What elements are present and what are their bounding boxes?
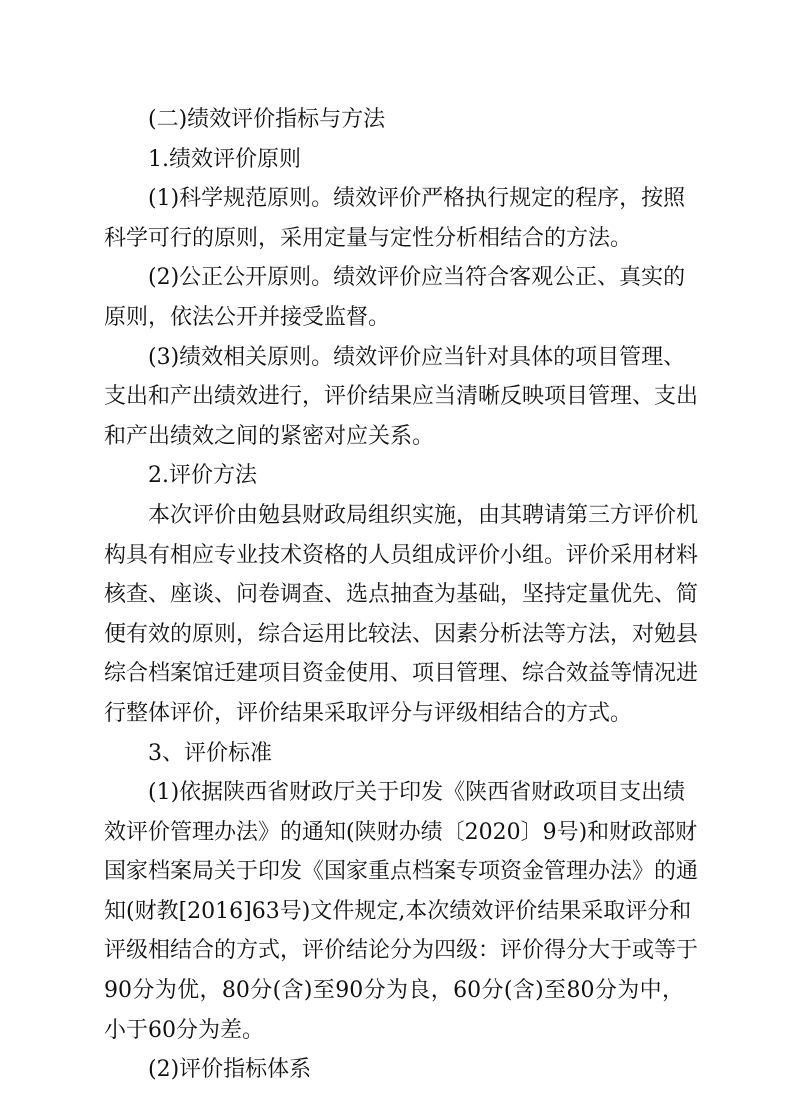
paragraph-line: 和产出绩效之间的紧密对应关系。 xyxy=(104,423,435,449)
paragraph-line: (2)公正公开原则。绩效评价应当符合客观公正、真实的 xyxy=(148,265,686,291)
paragraph-line: 便有效的原则，综合运用比较法、因素分析法等方法，对勉县 xyxy=(104,621,699,647)
paragraph-line: 核查、座谈、问卷调查、选点抽查为基础，坚持定量优先、简 xyxy=(104,582,699,608)
subheading-standards: 3、评价标准 xyxy=(148,740,272,766)
subheading-principles: 1.绩效评价原则 xyxy=(148,146,301,172)
paragraph-line: 小于60分为差。 xyxy=(104,1017,264,1043)
paragraph-line: 效评价管理办法》的通知(陕财办绩〔2020〕9号)和财政部财 xyxy=(104,819,698,845)
document-body xyxy=(104,100,699,1090)
paragraph-line: (3)绩效相关原则。绩效评价应当针对具体的项目管理、 xyxy=(148,344,686,370)
paragraph-line: 原则，依法公开并接受监督。 xyxy=(104,304,391,330)
paragraph-line: 国家档案局关于印发《国家重点档案专项资金管理办法》的通 xyxy=(104,859,699,885)
paragraph-line: (1)科学规范原则。绩效评价严格执行规定的程序，按照 xyxy=(148,186,686,212)
paragraph-line: 行整体评价，评价结果采取评分与评级相结合的方式。 xyxy=(104,700,633,726)
paragraph-line: 90分为优，80分(含)至90分为良，60分(含)至80分为中， xyxy=(104,978,684,1004)
paragraph-line: 评级相结合的方式，评价结论分为四级：评价得分大于或等于 xyxy=(104,938,699,964)
subheading-methods: 2.评价方法 xyxy=(148,463,257,489)
paragraph-line: 科学可行的原则，采用定量与定性分析相结合的方法。 xyxy=(104,225,633,251)
paragraph-line: 本次评价由勉县财政局组织实施，由其聘请第三方评价机 xyxy=(148,502,699,528)
paragraph-line: (1)依据陕西省财政厅关于印发《陕西省财政项目支出绩 xyxy=(148,780,686,806)
paragraph-line: 知(财教[2016]63号)文件规定,本次绩效评价结果采取评分和 xyxy=(104,898,692,924)
paragraph-line: 支出和产出绩效进行，评价结果应当清晰反映项目管理、支出 xyxy=(104,384,699,410)
paragraph-line: 综合档案馆迁建项目资金使用、项目管理、综合效益等情况进 xyxy=(104,661,699,687)
subheading-indicator-system: (2)评价指标体系 xyxy=(148,1057,312,1083)
section-heading: (二)绩效评价指标与方法 xyxy=(148,107,386,132)
paragraph-line: 构具有相应专业技术资格的人员组成评价小组。评价采用材料 xyxy=(104,542,699,568)
